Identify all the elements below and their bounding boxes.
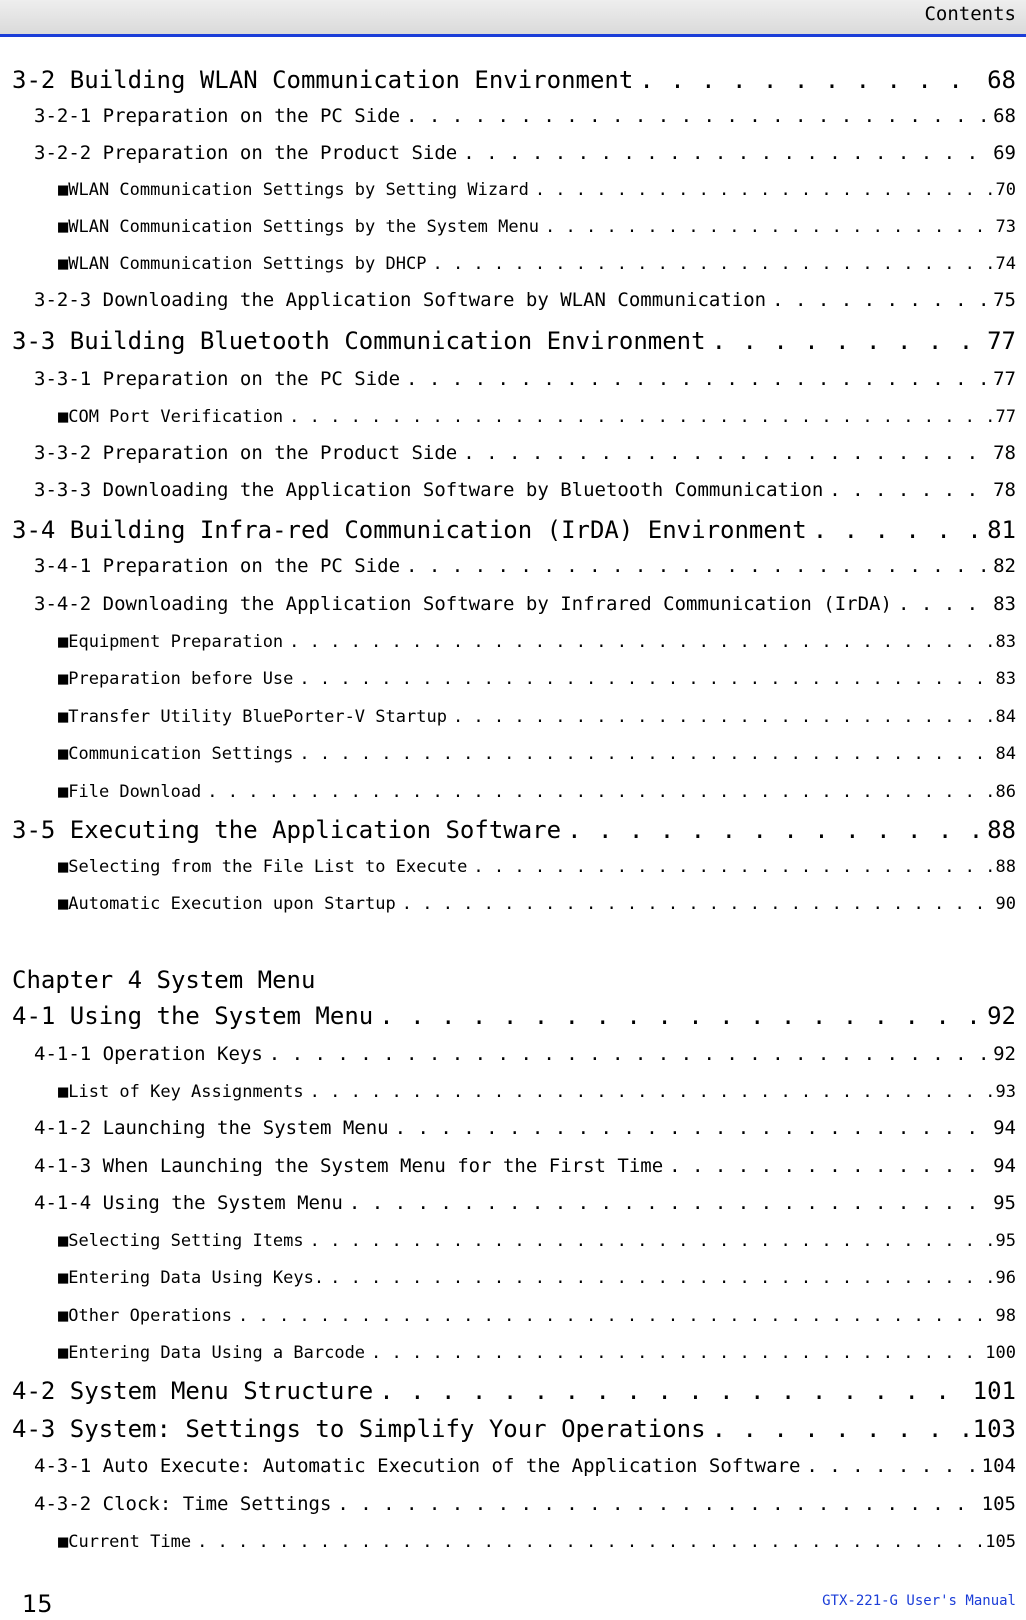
toc-entry[interactable]: ■Selecting from the File List to Execute . . . 88 <box>58 857 1016 877</box>
toc-entry[interactable]: 3-2-1 Preparation on the PC Side . . . 68 <box>34 105 1016 127</box>
toc-entry[interactable]: 4-2 System Menu Structure . . . 101 <box>12 1377 1016 1405</box>
toc-entry[interactable]: 3-3 Building Bluetooth Communication Environment . . . 77 <box>12 327 1016 355</box>
toc-entry[interactable]: ■Entering Data Using Keys. . . . 96 <box>58 1268 1016 1288</box>
toc-entry[interactable]: 3-3-2 Preparation on the Product Side . . . 78 <box>34 442 1016 464</box>
toc-entry[interactable]: 4-1-4 Using the System Menu . . . 95 <box>34 1192 1016 1214</box>
toc-entry[interactable]: 3-4-1 Preparation on the PC Side . . . 82 <box>34 555 1016 577</box>
toc-entry[interactable]: ■List of Key Assignments . . . 93 <box>58 1082 1016 1102</box>
toc-entry[interactable]: 4-3-2 Clock: Time Settings . . . 105 <box>34 1493 1016 1515</box>
toc-entry[interactable]: ■WLAN Communication Settings by DHCP . . . 74 <box>58 254 1016 274</box>
toc-entry[interactable]: 3-5 Executing the Application Software . . . 88 <box>12 816 1016 844</box>
toc-entry[interactable]: 3-4 Building Infra-red Communication (IrDA) Environment . . . 81 <box>12 516 1016 544</box>
toc-entry[interactable]: ■Current Time . . . 105 <box>58 1532 1016 1552</box>
page-number: 15 <box>22 1590 53 1618</box>
toc-entry[interactable]: ■WLAN Communication Settings by the System Menu . . . 73 <box>58 217 1016 237</box>
toc-entry[interactable]: 3-3-3 Downloading the Application Software by Bluetooth Communication . . . 78 <box>34 479 1016 501</box>
toc-entry[interactable]: 4-1-3 When Launching the System Menu for the First Time . . . 94 <box>34 1155 1016 1177</box>
toc-entry[interactable]: 4-1-2 Launching the System Menu . . . 94 <box>34 1117 1016 1139</box>
toc-entry[interactable]: 4-1 Using the System Menu . . . 92 <box>12 1002 1016 1030</box>
header-divider <box>0 34 1026 37</box>
toc-entry[interactable]: 3-2-2 Preparation on the Product Side . . . 69 <box>34 142 1016 164</box>
toc-entry[interactable]: 3-2 Building WLAN Communication Environment . . . 68 <box>12 66 1016 94</box>
toc-entry[interactable]: 3-3-1 Preparation on the PC Side . . . 77 <box>34 368 1016 390</box>
toc-entry[interactable]: ■Other Operations . . . 98 <box>58 1306 1016 1326</box>
toc-entry[interactable]: 4-3-1 Auto Execute: Automatic Execution of the Application Software . . . 104 <box>34 1455 1016 1477</box>
toc-entry[interactable]: ■File Download . . . 86 <box>58 782 1016 802</box>
toc-entry[interactable]: ■Automatic Execution upon Startup . . . 90 <box>58 894 1016 914</box>
toc-entry[interactable]: ■WLAN Communication Settings by Setting Wizard . . . 70 <box>58 180 1016 200</box>
toc-entry[interactable]: ■Entering Data Using a Barcode . . . 100 <box>58 1343 1016 1363</box>
toc-entry[interactable]: 3-4-2 Downloading the Application Software by Infrared Communication (IrDA) . . . 83 <box>34 593 1016 615</box>
chapter-heading: Chapter 4 System Menu <box>12 966 316 994</box>
toc-entry[interactable]: 3-2-3 Downloading the Application Software by WLAN Communication . . . 75 <box>34 289 1016 311</box>
header-title: Contents <box>924 3 1016 25</box>
toc-entry[interactable]: ■Selecting Setting Items . . . 95 <box>58 1231 1016 1251</box>
toc-entry[interactable]: ■Communication Settings . . . 84 <box>58 744 1016 764</box>
toc-entry[interactable]: 4-1-1 Operation Keys . . . 92 <box>34 1043 1016 1065</box>
header-bar <box>0 0 1026 36</box>
toc-entry[interactable]: ■Transfer Utility BluePorter-V Startup . . . 84 <box>58 707 1016 727</box>
toc-entry[interactable]: ■COM Port Verification . . . 77 <box>58 407 1016 427</box>
toc-entry[interactable]: 4-3 System: Settings to Simplify Your Operations . . . 103 <box>12 1415 1016 1443</box>
manual-title: GTX-221-G User's Manual <box>822 1593 1016 1609</box>
toc-entry[interactable]: ■Preparation before Use . . . 83 <box>58 669 1016 689</box>
toc-entry[interactable]: ■Equipment Preparation . . . 83 <box>58 632 1016 652</box>
